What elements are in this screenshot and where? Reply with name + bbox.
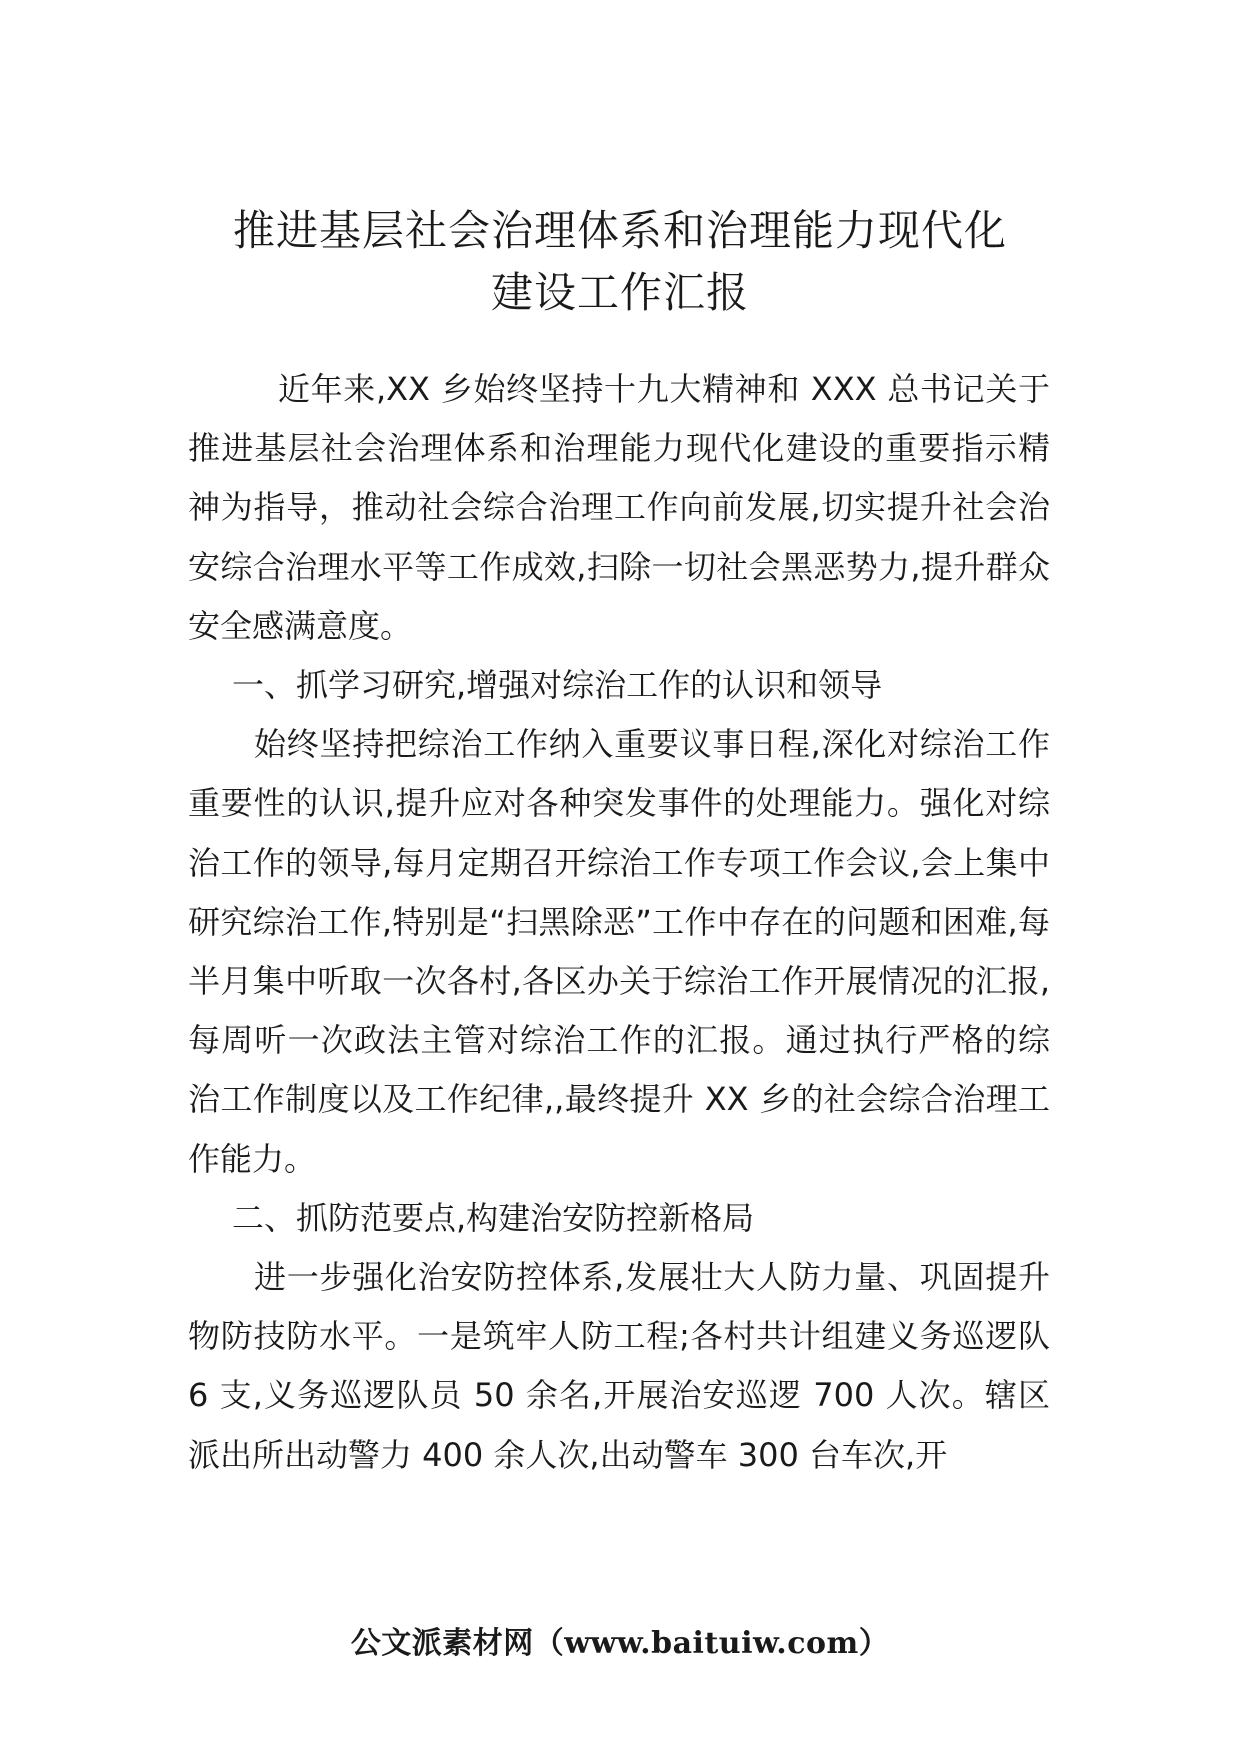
title-line-2: 建设工作汇报 xyxy=(490,268,749,317)
section-heading-1: 一、抓学习研究,增强对综治工作的认识和领导 xyxy=(232,666,883,705)
document-body xyxy=(188,360,1050,1485)
document-title xyxy=(180,200,1060,324)
section-1-paragraph: 始终坚持把综治工作纳入重要议事日程,深化对综治工作重要性的认识,提升应对各种突发事件的处理能力。强化对综治工作的领导,每月定期召开综治工作专项工作会议,会上集中研究综治工作,特别是“扫黑除恶”工作中存在的问题和困难,每半月集中听取一次各村,各区办关于综治工作开展情况的汇报,每周听一次政法主管对综治工作的汇报。通过执行严格的综治工作制度以及工作纪律,,最终提升 XX 乡的社会综合治理工作能力。 xyxy=(188,725,1050,1178)
intro-paragraph: 近年来,XX 乡始终坚持十九大精神和 XXX 总书记关于推进基层社会治理体系和治理能力现代化建设的重要指示精神为指导，推动社会综合治理工作向前发展,切实提升社会治安综合治理水平等工作成效,扫除一切社会黑恶势力,提升群众安全感满意度。 xyxy=(188,370,1050,645)
footer-source: 公文派素材网（www.baituiw.com） xyxy=(350,1626,890,1661)
section-2-paragraph: 进一步强化治安防控体系,发展壮大人防力量、巩固提升物防技防水平。一是筑牢人防工程;各村共计组建义务巡逻队 6 支,义务巡逻队员 50 余名,开展治安巡逻 700 人次。辖区派出所出动警力 400 余人次,出动警车 300 台车次,开 xyxy=(188,1258,1050,1474)
section-heading-2: 二、抓防范要点,构建治安防控新格局 xyxy=(232,1198,755,1237)
title-line-1: 推进基层社会治理体系和治理能力现代化 xyxy=(232,206,1007,255)
